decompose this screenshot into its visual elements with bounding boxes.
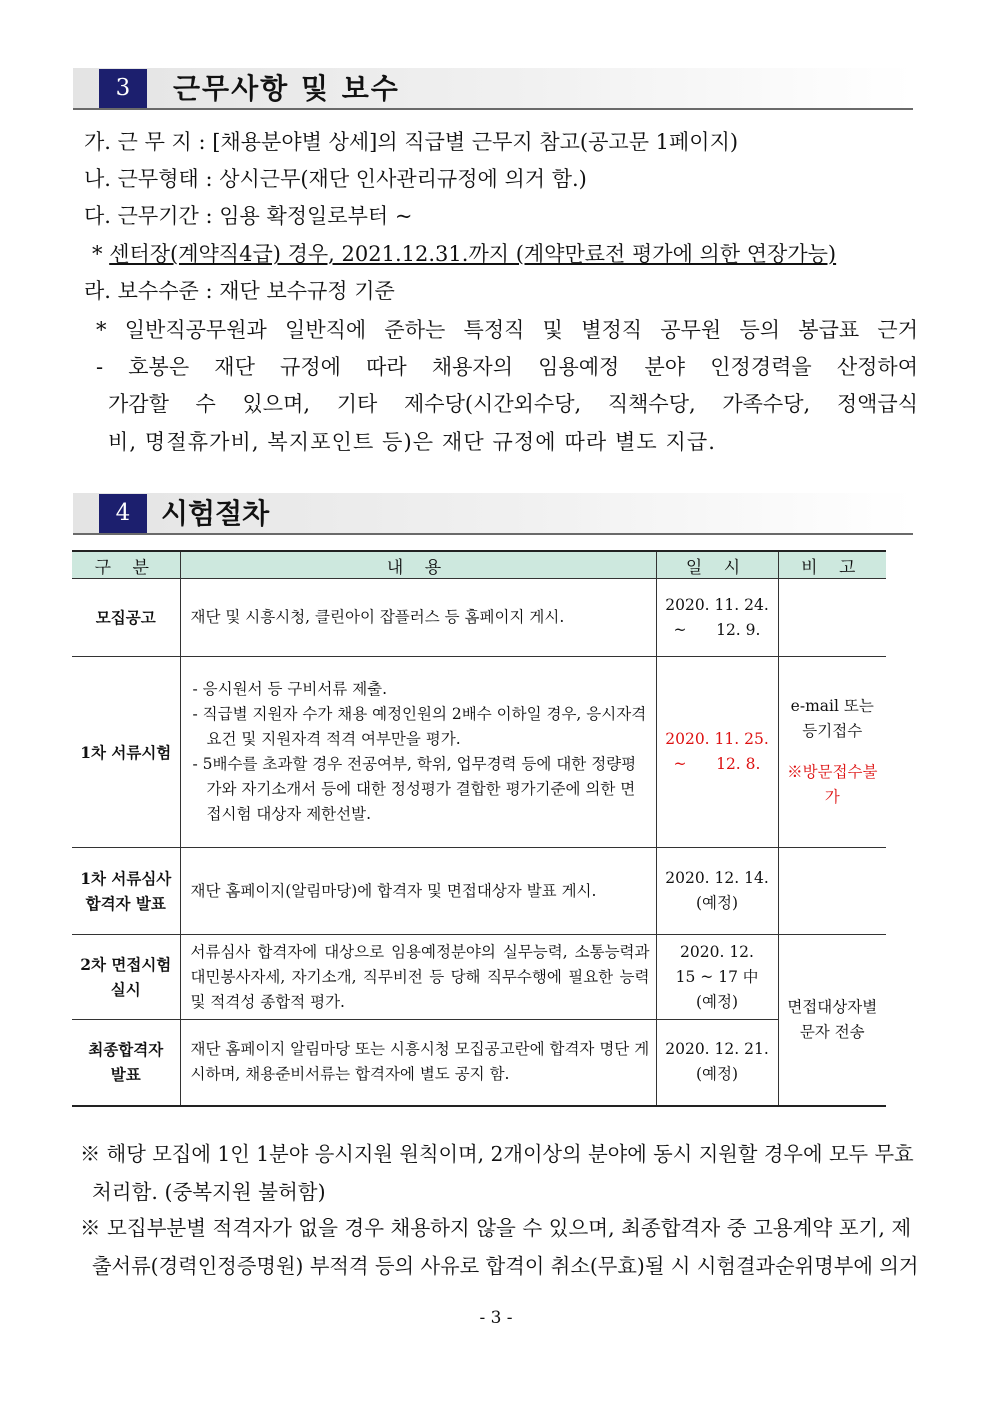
table-header-row [72, 551, 886, 579]
note-no-visit: ※방문접수불가 [787, 763, 878, 806]
section-4-title: 시험절차 [161, 497, 270, 530]
date-line: 15 ~ 17 中 [675, 967, 759, 986]
sub-dash-line-1: - 호봉은 재단 규정에 따라 채용자의 임용예정 분야 인정경력을 산정하여 [96, 355, 918, 379]
row-date [656, 935, 778, 1020]
name-line: 2차 면접시험 [80, 955, 172, 974]
row-name [72, 935, 180, 1020]
note-line: 등기접수 [802, 722, 863, 740]
section-4-header [73, 493, 913, 535]
sub-dash-line-3: 비, 명절휴가비, 복지포인트 등)은 재단 규정에 따라 별도 지급. [108, 430, 717, 454]
table-row [72, 935, 886, 1020]
row-note [778, 579, 886, 657]
bullet-item: - 5배수를 초과할 경우 전공여부, 학위, 업무경력 등에 대한 정량평가와 자기소개서 등에 대한 정성평가 결합한 평가기준에 의한 면접시험 대상자 제한선발. [192, 755, 637, 823]
date-line: 2020. 12. 21. [665, 1040, 769, 1059]
note-contract [92, 240, 836, 268]
bullet-item: - 직급별 지원자 수가 채용 예정인원의 2배수 이하일 경우, 응시자격요건 및 지원자격 적격 여부만을 평가. [192, 705, 647, 748]
row-content: 재단 홈페이지(알림마당)에 합격자 및 면접대상자 발표 게시. [180, 848, 656, 935]
note-line: e-mail 또는 [790, 697, 874, 715]
item-salary: 라. 보수수준 : 재단 보수규정 기준 [84, 279, 395, 303]
footnote-line-2: 처리함. (중복지원 불허함) [92, 1180, 326, 1204]
row-note [778, 848, 886, 935]
page-number: - 3 - [479, 1308, 513, 1328]
date-line: (예정) [695, 894, 739, 912]
section-3-title: 근무사항 및 보수 [173, 72, 400, 105]
note-line: 문자 전송 [799, 1022, 865, 1041]
row-name [72, 848, 180, 935]
date-line: (예정) [695, 1065, 739, 1084]
section-3-number: 3 [99, 69, 147, 108]
table-row [72, 579, 886, 657]
row-date [656, 579, 778, 657]
name-line: 합격자 발표 [85, 894, 166, 913]
note-prefix: * [92, 242, 110, 266]
row-note [778, 935, 886, 1106]
sub-dash-line-2: 가감할 수 있으며, 기타 제수당(시간외수당, 직책수당, 가족수당, 정액급식 [108, 392, 918, 416]
name-line: 1차 서류심사 [80, 869, 172, 888]
row-date [656, 1020, 778, 1106]
item-work-period: 다. 근무기간 : 임용 확정일로부터 ~ [84, 204, 413, 228]
date-line: 2020. 11. 25. [665, 730, 769, 748]
row-content: 서류심사 합격자에 대상으로 임용예정분야의 실무능력, 소통능력과 대민봉사자세, 자기소개, 직무비전 등 당해 직무수행에 필요한 능력 및 적격성 종합적 평가. [180, 935, 656, 1020]
header-date: 일 시 [656, 551, 778, 579]
row-name: 모집공고 [72, 579, 180, 657]
row-name: 1차 서류시험 [72, 657, 180, 848]
date-line: (예정) [695, 992, 739, 1011]
date-line: ~ 12. 8. [673, 755, 761, 773]
row-content: 재단 홈페이지 알림마당 또는 시흥시청 모집공고란에 합격자 명단 게시하며, 채용준비서류는 합격자에 별도 공지 함. [180, 1020, 656, 1106]
row-content [180, 657, 656, 848]
date-line: 2020. 12. 14. [665, 869, 769, 887]
date-line: ~ 12. 9. [673, 620, 761, 639]
header-category: 구 분 [72, 551, 180, 579]
name-line: 발표 [110, 1065, 141, 1085]
name-line: 최종합격자 [88, 1040, 164, 1060]
row-note [778, 657, 886, 848]
note-line: 면접대상자별 [787, 997, 878, 1016]
row-name [72, 1020, 180, 1106]
header-content: 내 용 [180, 551, 656, 579]
item-workplace: 가. 근 무 지 : [채용분야별 상세]의 직급별 근무지 참고(공고문 1페이지) [84, 130, 739, 154]
name-line: 실시 [110, 980, 141, 999]
section-4-number: 4 [99, 494, 147, 533]
date-line: 2020. 12. [680, 942, 754, 961]
table-row [72, 657, 886, 848]
row-date [656, 848, 778, 935]
footnote-line-1: ※ 해당 모집에 1인 1분야 응시지원 원칙이며, 2개이상의 분야에 동시 지원할 경우에 모두 무효 [80, 1142, 914, 1166]
date-line: 2020. 11. 24. [665, 595, 769, 614]
bullet-item: - 응시원서 등 구비서류 제출. [192, 680, 388, 698]
header-remarks: 비 고 [778, 551, 886, 579]
sub-star-note: * 일반직공무원과 일반직에 준하는 특정직 및 별정직 공무원 등의 봉급표 근거 [96, 318, 918, 342]
item-work-type: 나. 근무형태 : 상시근무(재단 인사관리규정에 의거 함.) [84, 167, 587, 191]
row-content: 재단 및 시흥시청, 클린아이 잡플러스 등 홈페이지 게시. [180, 579, 656, 657]
footnote-line-4: 출서류(경력인정증명원) 부적격 등의 사유로 합격이 취소(무효)될 시 시험결과순위명부에 의거 [92, 1254, 919, 1278]
footnote-line-3: ※ 모집부분별 적격자가 없을 경우 채용하지 않을 수 있으며, 최종합격자 중 고용계약 포기, 제 [80, 1216, 912, 1240]
table-row [72, 848, 886, 935]
exam-schedule-table [72, 550, 886, 1107]
note-underlined: 센터장(계약직4급) 경우, 2021.12.31.까지 (계약만료전 평가에 의한 연장가능) [109, 242, 837, 266]
table-row [72, 1020, 886, 1106]
section-3-header [73, 68, 913, 110]
row-date [656, 657, 778, 848]
